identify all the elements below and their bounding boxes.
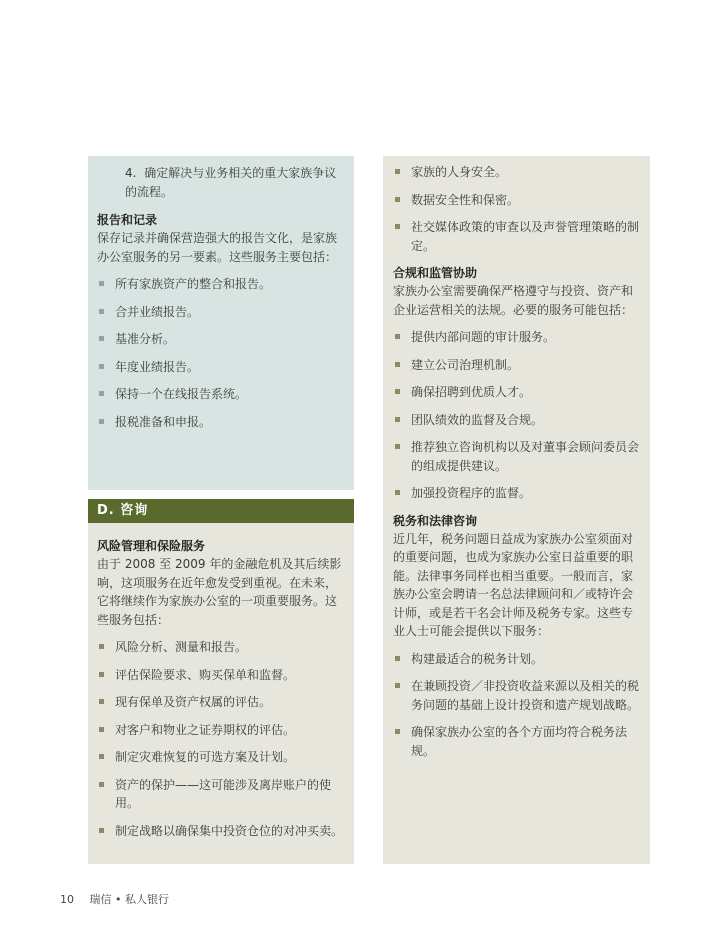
bullet-icon: [99, 336, 104, 341]
section-heading: 税务和法律咨询: [393, 513, 478, 528]
bullet-list: [393, 328, 642, 503]
bullet-icon: [395, 656, 400, 661]
bullet-icon: [395, 334, 400, 339]
bullet-icon: [99, 391, 104, 396]
bullet-icon: [99, 828, 104, 833]
section-heading: 合规和监管协助: [393, 266, 478, 280]
list-item: 建立公司治理机制。: [393, 356, 642, 375]
list-item: 在兼顾投资／非投资收益来源以及相关的税务问题的基础上设计投资和遗产规划战略。: [393, 677, 642, 714]
section-intro: 保存记录并确保营造强大的报告文化，是家族办公室服务的另一要素。这些服务主要包括：: [97, 231, 338, 264]
section-heading: 报告和记录: [97, 213, 158, 227]
list-item: 年度业绩报告。: [97, 358, 346, 377]
bullet-icon: [99, 364, 104, 369]
bullet-icon: [395, 197, 400, 202]
list-item: 制定战略以确保集中投资仓位的对冲买卖。: [97, 822, 346, 841]
list-item: 确保家族办公室的各个方面均符合税务法规。: [393, 723, 642, 760]
consult-panel: [88, 523, 354, 864]
list-item: 评估保险要求、购买保单和监督。: [97, 666, 346, 685]
bullet-icon: [395, 490, 400, 495]
list-item: 加强投资程序的监督。: [393, 484, 642, 503]
list-item: 合并业绩报告。: [97, 303, 346, 322]
bullet-icon: [99, 419, 104, 424]
report-panel: [88, 156, 354, 490]
bullet-icon: [99, 754, 104, 759]
bullet-icon: [395, 444, 400, 449]
bullet-list: [393, 163, 642, 255]
section-intro: 由于 2008 至 2009 年的金融危机及其后续影响，这项服务在近年愈发受到重视。在未来，它将继续作为家族办公室的一项重要服务。这些服务包括：: [97, 557, 342, 627]
list-item: 资产的保护——这可能涉及离岸账户的使用。: [97, 776, 346, 813]
list-item: 基准分析。: [97, 330, 346, 349]
list-item: 提供内部问题的审计服务。: [393, 328, 642, 347]
bullet-icon: [99, 281, 104, 286]
item-text: 确定解决与业务相关的重大家族争议的流程。: [125, 166, 337, 199]
list-item: 推荐独立咨询机构以及对董事会顾问委员会的组成提供建议。: [393, 438, 642, 475]
bullet-icon: [99, 699, 104, 704]
section-intro: 家族办公室需要确保严格遵守与投资、资产和企业运营相关的法规。必要的服务可能包括：: [393, 284, 634, 317]
page-footer: [60, 891, 169, 907]
bullet-icon: [99, 672, 104, 677]
bullet-icon: [99, 309, 104, 314]
list-item: 现有保单及资产权属的评估。: [97, 693, 346, 712]
publisher-name: 瑞信 • 私人银行: [89, 893, 169, 906]
list-item: 构建最适合的税务计划。: [393, 650, 642, 669]
bullet-icon: [395, 169, 400, 174]
section-heading: 风险管理和保险服务: [97, 539, 206, 553]
bullet-icon: [395, 729, 400, 734]
list-item: 风险分析、测量和报告。: [97, 638, 346, 657]
list-item: 家族的人身安全。: [393, 163, 642, 182]
list-item: 保持一个在线报告系统。: [97, 385, 346, 404]
bullet-list: [97, 275, 346, 431]
bullet-icon: [395, 417, 400, 422]
list-item: 对客户和物业之证券期权的评估。: [97, 721, 346, 740]
bullet-icon: [395, 224, 400, 229]
section-intro: 近几年，税务问题日益成为家族办公室须面对的重要问题，也成为家族办公室日益重要的职能。法律事务同样也相当重要。一般而言，家族办公室会聘请一名总法律顾问和／或特许会计师，或是若干名会计师及税务专家。这些专业人士可能会提供以下服务：: [393, 531, 634, 638]
list-item: 团队绩效的监督及合规。: [393, 411, 642, 430]
bullet-icon: [99, 644, 104, 649]
page-number: 10: [60, 893, 74, 906]
list-item: 报税准备和申报。: [97, 413, 346, 432]
list-item: 制定灾难恢复的可选方案及计划。: [97, 748, 346, 767]
bullet-icon: [395, 683, 400, 688]
bullet-list: [393, 650, 642, 761]
list-item: 确保招聘到优质人才。: [393, 383, 642, 402]
bullet-icon: [99, 727, 104, 732]
list-item: 数据安全性和保密。: [393, 191, 642, 210]
item-number: 4.: [125, 166, 137, 180]
list-item: 社交媒体政策的审查以及声誉管理策略的制定。: [393, 218, 642, 255]
bullet-icon: [395, 362, 400, 367]
section-title-bar: D. 咨询: [88, 499, 354, 523]
list-item: 所有家族资产的整合和报告。: [97, 275, 346, 294]
bullet-icon: [99, 782, 104, 787]
bullet-icon: [395, 389, 400, 394]
right-panel: [383, 156, 650, 864]
bullet-list: [97, 638, 346, 840]
numbered-item: [97, 164, 346, 201]
